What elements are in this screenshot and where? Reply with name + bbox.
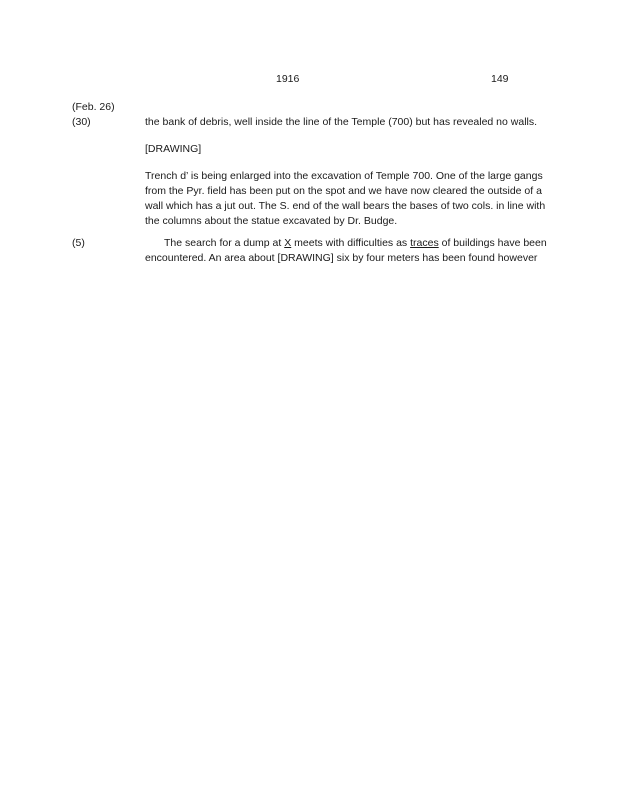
underlined-traces: traces <box>410 237 439 249</box>
page-number: 149 <box>491 73 509 85</box>
margin-line-number-5: (5) <box>72 237 85 249</box>
paragraph-bank-of-debris: the bank of debris, well inside the line of the Temple (700) but has revealed no walls. <box>145 116 538 128</box>
drawing-placeholder: [DRAWING] <box>145 143 202 155</box>
paragraph-line <box>145 236 547 251</box>
paragraph-line: the columns about the statue excavated by Dr. Budge. <box>145 215 398 227</box>
margin-date: (Feb. 26) <box>72 101 115 113</box>
text-fragment: of buildings have been <box>438 237 547 249</box>
text-fragment: meets with difficulties as <box>291 237 411 249</box>
paragraph-trench <box>145 169 545 229</box>
paragraph-line: wall which has a jut out. The S. end of the wall bears the bases of two cols. in line with <box>145 200 546 212</box>
header-year: 1916 <box>276 73 300 85</box>
underlined-x: X <box>284 237 292 249</box>
margin-line-number-30: (30) <box>72 116 91 128</box>
paragraph-line: from the Pyr. field has been put on the spot and we have now cleared the outside of a <box>145 185 542 197</box>
paragraph-line: encountered. An area about [DRAWING] six by four meters has been found however <box>145 252 538 264</box>
paragraph-dump-search <box>145 236 547 266</box>
text-fragment: The search for a dump at <box>164 237 285 249</box>
paragraph-line: Trench d’ is being enlarged into the excavation of Temple 700. One of the large gangs <box>145 170 543 182</box>
